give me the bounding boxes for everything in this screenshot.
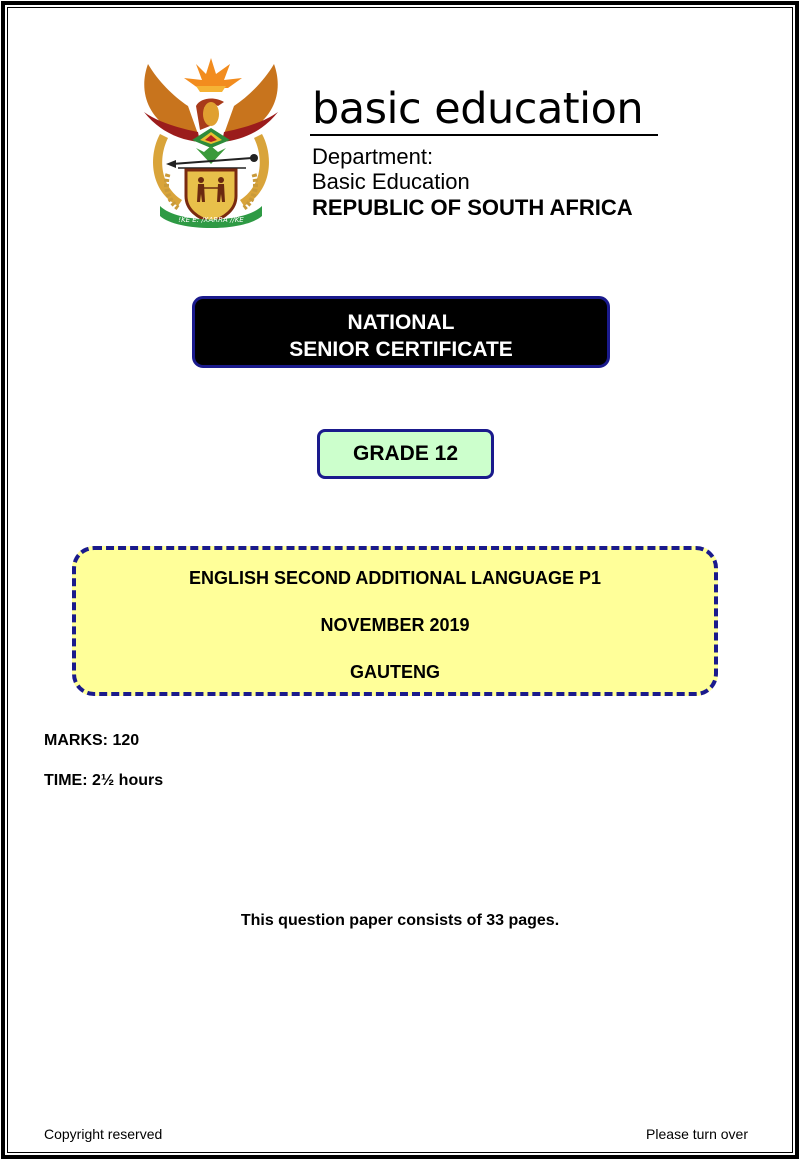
subject-panel bbox=[72, 546, 718, 696]
brand-title: basic education bbox=[312, 84, 644, 134]
department-name: Basic Education bbox=[312, 169, 470, 194]
province: GAUTENG bbox=[350, 662, 440, 682]
subject-title: ENGLISH SECOND ADDITIONAL LANGUAGE P1 bbox=[188, 568, 602, 588]
time-label: TIME: 2½ hours bbox=[44, 772, 164, 789]
marks-label: MARKS: 120 bbox=[44, 732, 140, 749]
certificate-banner bbox=[192, 296, 610, 368]
brand-divider bbox=[310, 134, 658, 136]
grade-badge: GRADE 12 bbox=[317, 429, 494, 479]
department-branding bbox=[310, 84, 660, 221]
department-label: Department: bbox=[312, 144, 434, 169]
turn-over-footer: Please turn over bbox=[646, 1126, 748, 1142]
copyright-footer: Copyright reserved bbox=[44, 1126, 163, 1142]
country-name: REPUBLIC OF SOUTH AFRICA bbox=[312, 195, 633, 220]
coat-of-arms-icon bbox=[138, 56, 284, 232]
page-count-note: This question paper consists of 33 pages. bbox=[240, 912, 560, 929]
svg-text:!KE E: /XARRA //KE: !KE E: /XARRA //KE bbox=[178, 216, 244, 224]
certificate-line-1: NATIONAL bbox=[347, 311, 455, 334]
certificate-line-2: SENIOR CERTIFICATE bbox=[289, 338, 513, 361]
exam-session: NOVEMBER 2019 bbox=[320, 615, 470, 635]
